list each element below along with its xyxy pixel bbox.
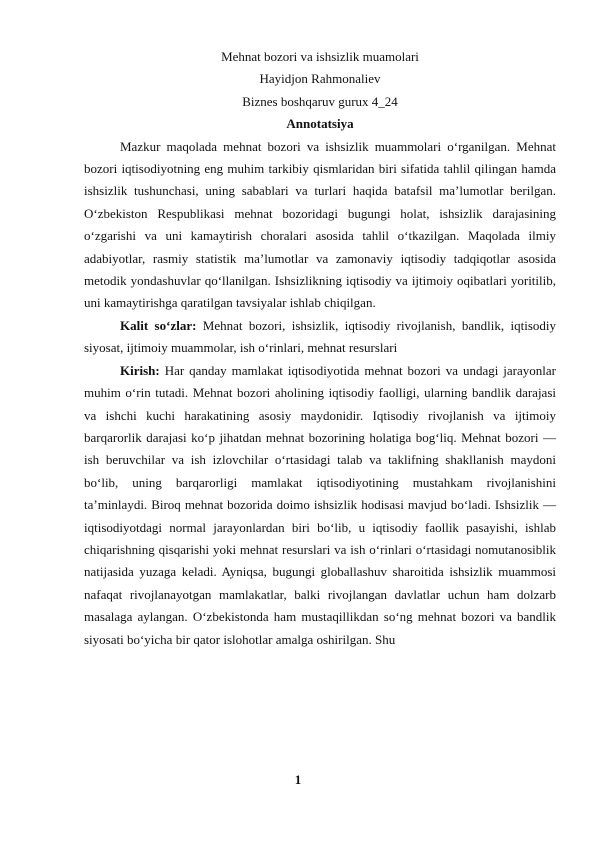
abstract-paragraph: Mazkur maqolada mehnat bozori va ishsizlik muammolari o‘rganilgan. Mehnat bozori iqtisodiyotning eng muhim tarkibiy qismlaridan biri sifatida tahlil qilingan hamda ishsizlik tushunchasi, uning sabablari va turlari haqida batafsil ma’lumotlar berilgan. O‘zbekiston Respublikasi mehnat bozoridagi bugungi holat, ishsizlik darajasining o‘zgarishi va uni kamaytirish choralari asosida tahlil o‘tkazilgan. Maqolada ilmiy adabiyotlar, rasmiy statistik ma’lumotlar va zamonaviy iqtisodiy tadqiqotlar asosida metodik yondashuvlar qo‘llanilgan. Ishsizlikning iqtisodiy va ijtimoiy oqibatlari yoritilib, uni kamaytirishga qaratilgan tavsiyalar ishlab chiqilgan. [84, 138, 556, 311]
document-page [84, 46, 556, 651]
introduction-label: Kirish: [120, 362, 160, 378]
keywords-paragraph [84, 315, 556, 360]
page-number: 1 [294, 772, 302, 787]
introduction-text: Har qanday mamlakat iqtisodiyotida mehnat bozori va undagi jarayonlar muhim o‘rin tutadi. Mehnat bozori aholining iqtisodiy faolligi, ularning bandlik darajasi va ishchi kuchi harakatining asosiy maydonidir. Iqtisodiy rivojlanish va ijtimoiy barqarorlik darajasi ko‘p jihatdan mehnat bozorining holatiga bog‘liq. Mehnat bozori — ish beruvchilar va ish izlovchilar o‘rtasidagi talab va taklifning shakllanish maydoni bo‘lib, uning barqarorligi mamlakat iqtisodiyotining mustahkam rivojlanishini ta’minlaydi. Biroq mehnat bozorida doimo ishsizlik hodisasi mavjud bo‘ladi. Ishsizlik — iqtisodiyotdagi normal jarayonlardan biri bo‘lib, u iqtisodiy faollik pasayishi, ishlab chiqarishning qisqarishi yoki mehnat resurslari va ish o‘rinlari o‘rtasidagi nomutanosiblik natijasida yuzaga keladi. Ayniqsa, bugungi globallashuv sharoitida ishsizlik muammosi nafaqat rivojlanayotgan mamlakatlar, balki rivojlangan davlatlar uchun ham dolzarb masalaga aylangan. O‘zbekistonda ham mustaqillikdan so‘ng mehnat bozori va bandlik siyosati bo‘yicha bir qator islohotlar amalga oshirilgan. Shu [84, 362, 556, 647]
document-title: Mehnat bozori va ishsizlik muamolari [221, 49, 419, 64]
keywords-text: Mehnat bozori, ishsizlik, iqtisodiy rivojlanish, bandlik, iqtisodiy siyosat, ijtimoiy muammolar, ish o‘rinlari, mehnat resurslari [84, 317, 556, 356]
abstract-heading: Annotatsiya [286, 116, 354, 132]
author-name: Hayidjon Rahmonaliev [259, 71, 381, 87]
introduction-paragraph [84, 360, 556, 651]
keywords-label: Kalit so‘zlar: [120, 317, 197, 333]
author-affiliation: Biznes boshqaruv gurux 4_24 [242, 93, 398, 109]
